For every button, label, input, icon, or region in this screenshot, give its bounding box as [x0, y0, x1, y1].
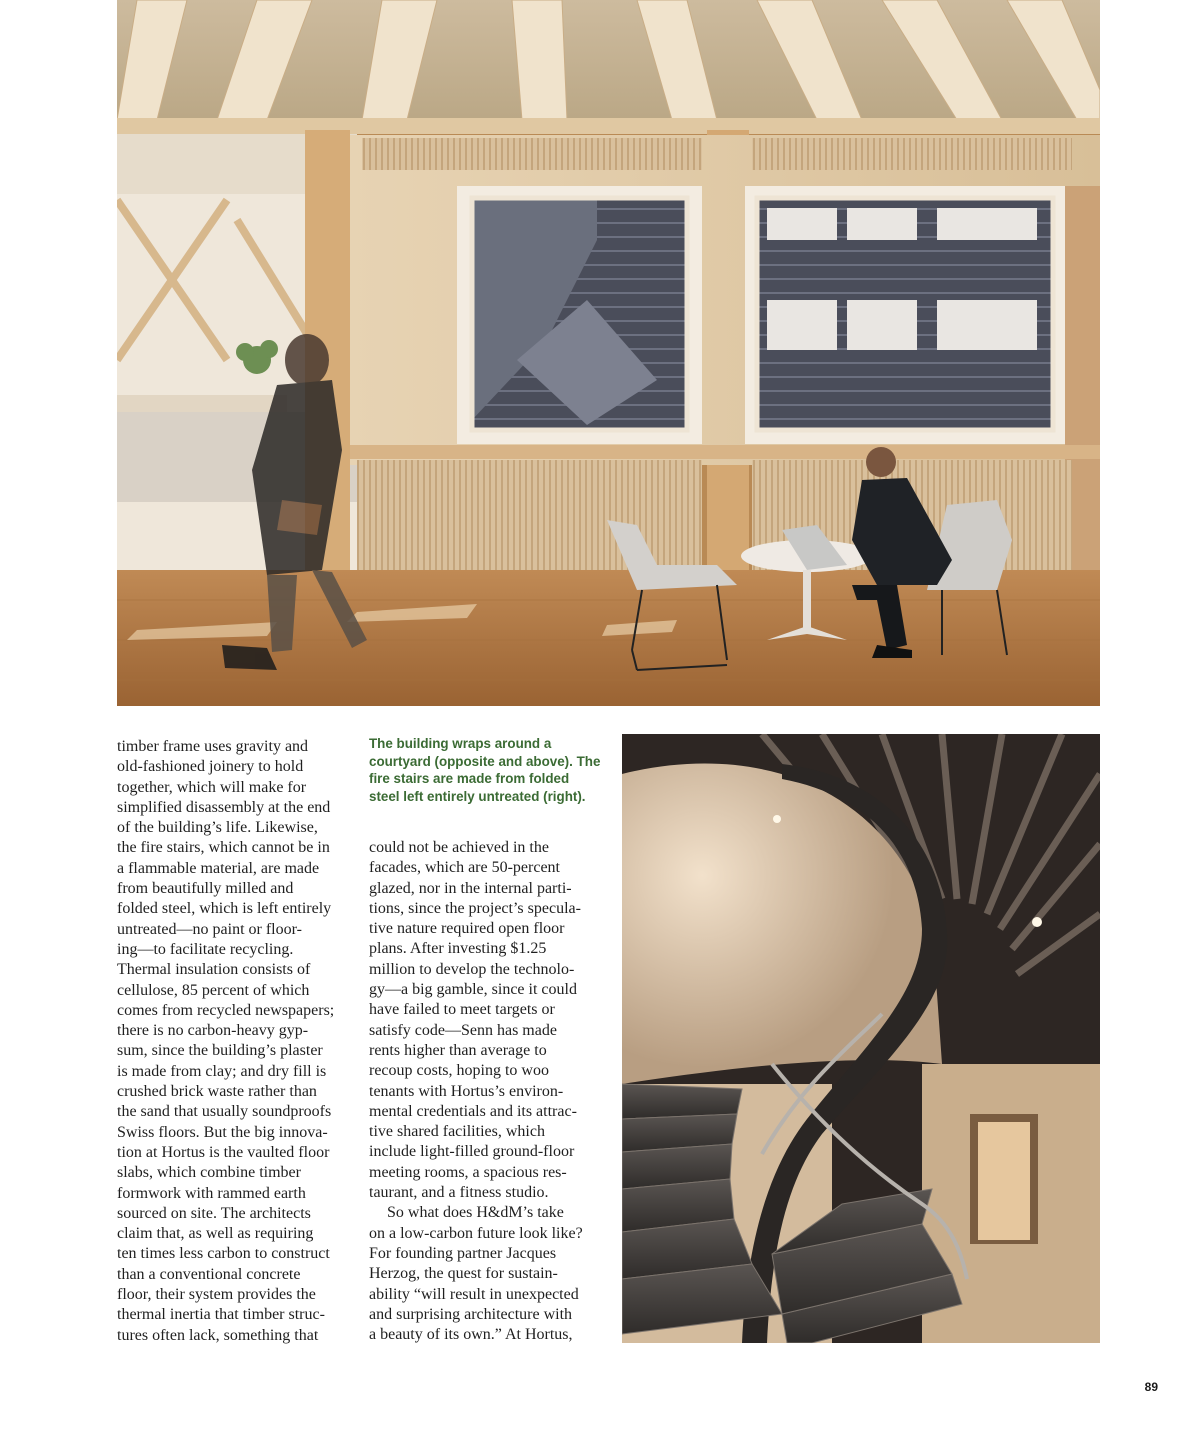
body-text-left: timber frame uses gravity and old-fashioned joinery to hold together, which will make for simplified disassembly at the end of the building’s life. Likewise, the fire stairs, which cannot be in a flammable material, are made from beautifully milled and folded steel, which is left entirely untreated—no paint or floor- ing—to facilitate recycling. Thermal insulation consists of cellulose, 85 percent of which comes from recycled newspapers; there is no carbon-heavy gyp- sum, since the building’s plaster is made from clay; and dry fill is crushed brick waste rather than the sand that usually soundproofs Swiss floors. But the big innova- tion at Hortus is the vaulted floor slabs, which combine timber formwork with rammed earth sourced on site. The architects claim that, as well as requiring ten times less carbon to construct than a conventional concrete floor, their system provides the thermal inertia that timber struc- tures often lack, something that	[117, 738, 335, 1344]
body-column-left	[117, 737, 347, 1346]
body-text-middle-para2: So what does H&dM’s take on a low-carbon future look like? For founding partner Jacques Herzog, the quest for sustain- ability “will result in unexpected and surprising architecture with a beauty of its own.” At Hortus,	[369, 1204, 583, 1344]
office-interior-illustration	[117, 0, 1100, 706]
photo-spiral-stairs	[622, 734, 1100, 1343]
body-column-middle	[369, 838, 601, 1345]
body-text-middle-para1: could not be achieved in the facades, which are 50-percent glazed, nor in the internal parti- tions, since the project’s specula- tive nature required open floor plans. After investing $1.25 million to develop the technolo- gy—a big gamble, since it could have failed to meet targets or satisfy code—Senn has made rents higher than average to recoup costs, hoping to woo tenants with Hortus’s environ- mental credentials and its attrac- tive shared facilities, which include light-filled ground-floor meeting rooms, a spacious res- taurant, and a fitness studio.	[369, 839, 581, 1202]
photo-office-interior	[117, 0, 1100, 706]
page-number: 89	[1144, 1380, 1158, 1394]
spiral-stairs-illustration	[622, 734, 1100, 1343]
photo-caption: The building wraps around a courtyard (opposite and above). The fire stairs are made from folded steel left entirely untreated (right).	[369, 736, 601, 804]
